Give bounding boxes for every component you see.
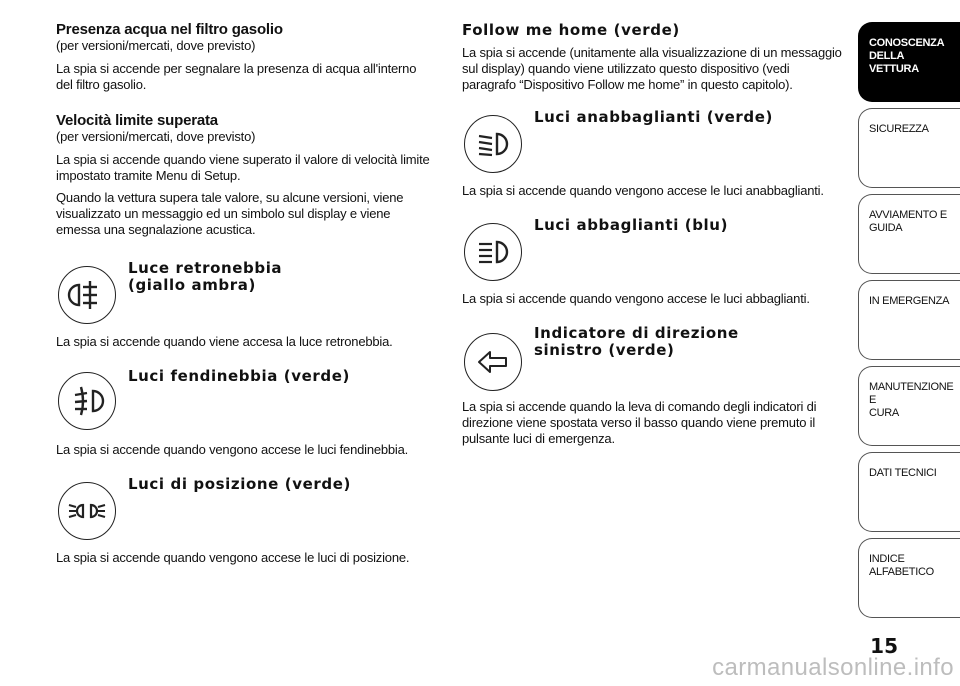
- position-section: [56, 476, 436, 544]
- high-beam-title: Luci abbaglianti (blu): [534, 216, 729, 234]
- follow-title: Follow me home (verde): [462, 21, 680, 39]
- high-beam-icon: [464, 223, 522, 281]
- tab-indice[interactable]: [858, 538, 960, 618]
- tab-conoscenza[interactable]: [858, 22, 960, 102]
- tab-sicurezza[interactable]: [858, 108, 960, 188]
- watermark: carmanualsonline.info: [712, 654, 954, 681]
- left-arrow-icon: [464, 333, 522, 391]
- high-beam-section: [462, 217, 842, 285]
- front-fog-section: [56, 368, 436, 436]
- low-beam-text: La spia si accende quando vengono accese le luci anabbaglianti.: [462, 183, 824, 198]
- rear-fog-title-1: Luce retronebbia: [128, 259, 283, 277]
- position-text: La spia si accende quando vengono accese le luci di posizione.: [56, 550, 410, 565]
- low-beam-section: [462, 109, 842, 177]
- water-sub: (per versioni/mercati, dove previsto): [56, 38, 256, 53]
- speed-text-2: Quando la vettura supera tale valore, su alcune versioni, viene visualizzato un messaggio ed un simbolo sul display e viene emessa una segnalazione acustica.: [56, 190, 404, 237]
- tab-dati-tecnici[interactable]: [858, 452, 960, 532]
- tab-label: MANUTENZIONE E: [869, 381, 954, 406]
- speed-text-1: La spia si accende quando viene superato il valore di velocità limite impostato tramite Menu di Setup.: [56, 152, 430, 183]
- water-text: La spia si accende per segnalare la presenza di acqua all'interno del filtro gasolio.: [56, 61, 417, 92]
- speed-sub: (per versioni/mercati, dove previsto): [56, 129, 256, 144]
- rear-fog-icon: [58, 266, 116, 324]
- tab-label: DATI TECNICI: [869, 467, 937, 479]
- rear-fog-section: [56, 260, 436, 328]
- tab-label: CURA: [869, 407, 899, 419]
- indicator-section: [462, 325, 842, 393]
- tab-label: DELLA VETTURA: [869, 50, 919, 75]
- low-beam-title: Luci anabbaglianti (verde): [534, 108, 773, 126]
- position-title: Luci di posizione (verde): [128, 475, 351, 493]
- indicator-text: La spia si accende quando la leva di comando degli indicatori di direzione viene spostata verso il basso quando viene premuto il pulsante luci di emergenza.: [462, 399, 817, 446]
- right-column: [462, 22, 842, 453]
- position-lights-icon: [58, 482, 116, 540]
- tab-label: CONOSCENZA: [869, 37, 945, 49]
- high-beam-text: La spia si accende quando vengono accese le luci abbaglianti.: [462, 291, 810, 306]
- indicator-title-2: sinistro (verde): [534, 341, 675, 359]
- tab-avviamento[interactable]: [858, 194, 960, 274]
- tab-emergenza[interactable]: [858, 280, 960, 360]
- tab-label: INDICE ALFABETICO: [869, 553, 934, 578]
- low-beam-icon: [464, 115, 522, 173]
- left-column: [56, 22, 436, 572]
- chapter-tabs: [858, 22, 960, 624]
- water-title: Presenza acqua nel filtro gasolio: [56, 21, 283, 38]
- tab-label: SICUREZZA: [869, 123, 929, 135]
- front-fog-icon: [58, 372, 116, 430]
- tab-label: AVVIAMENTO E: [869, 209, 947, 221]
- indicator-title-1: Indicatore di direzione: [534, 324, 739, 342]
- tab-label: IN EMERGENZA: [869, 295, 950, 307]
- rear-fog-title-2: (giallo ambra): [128, 276, 256, 294]
- tab-label: GUIDA: [869, 222, 903, 234]
- page-number: 15: [870, 634, 898, 658]
- front-fog-text: La spia si accende quando vengono accese le luci fendinebbia.: [56, 442, 409, 457]
- speed-title: Velocità limite superata: [56, 112, 218, 129]
- follow-text: La spia si accende (unitamente alla visualizzazione di un messaggio sul display) quando viene utilizzato questo dispositivo (vedi paragrafo “Dispositivo Follow me home” in questo capitolo).: [462, 45, 842, 92]
- front-fog-title: Luci fendinebbia (verde): [128, 367, 350, 385]
- tab-manutenzione[interactable]: [858, 366, 960, 446]
- rear-fog-text: La spia si accende quando viene accesa la luce retronebbia.: [56, 334, 393, 349]
